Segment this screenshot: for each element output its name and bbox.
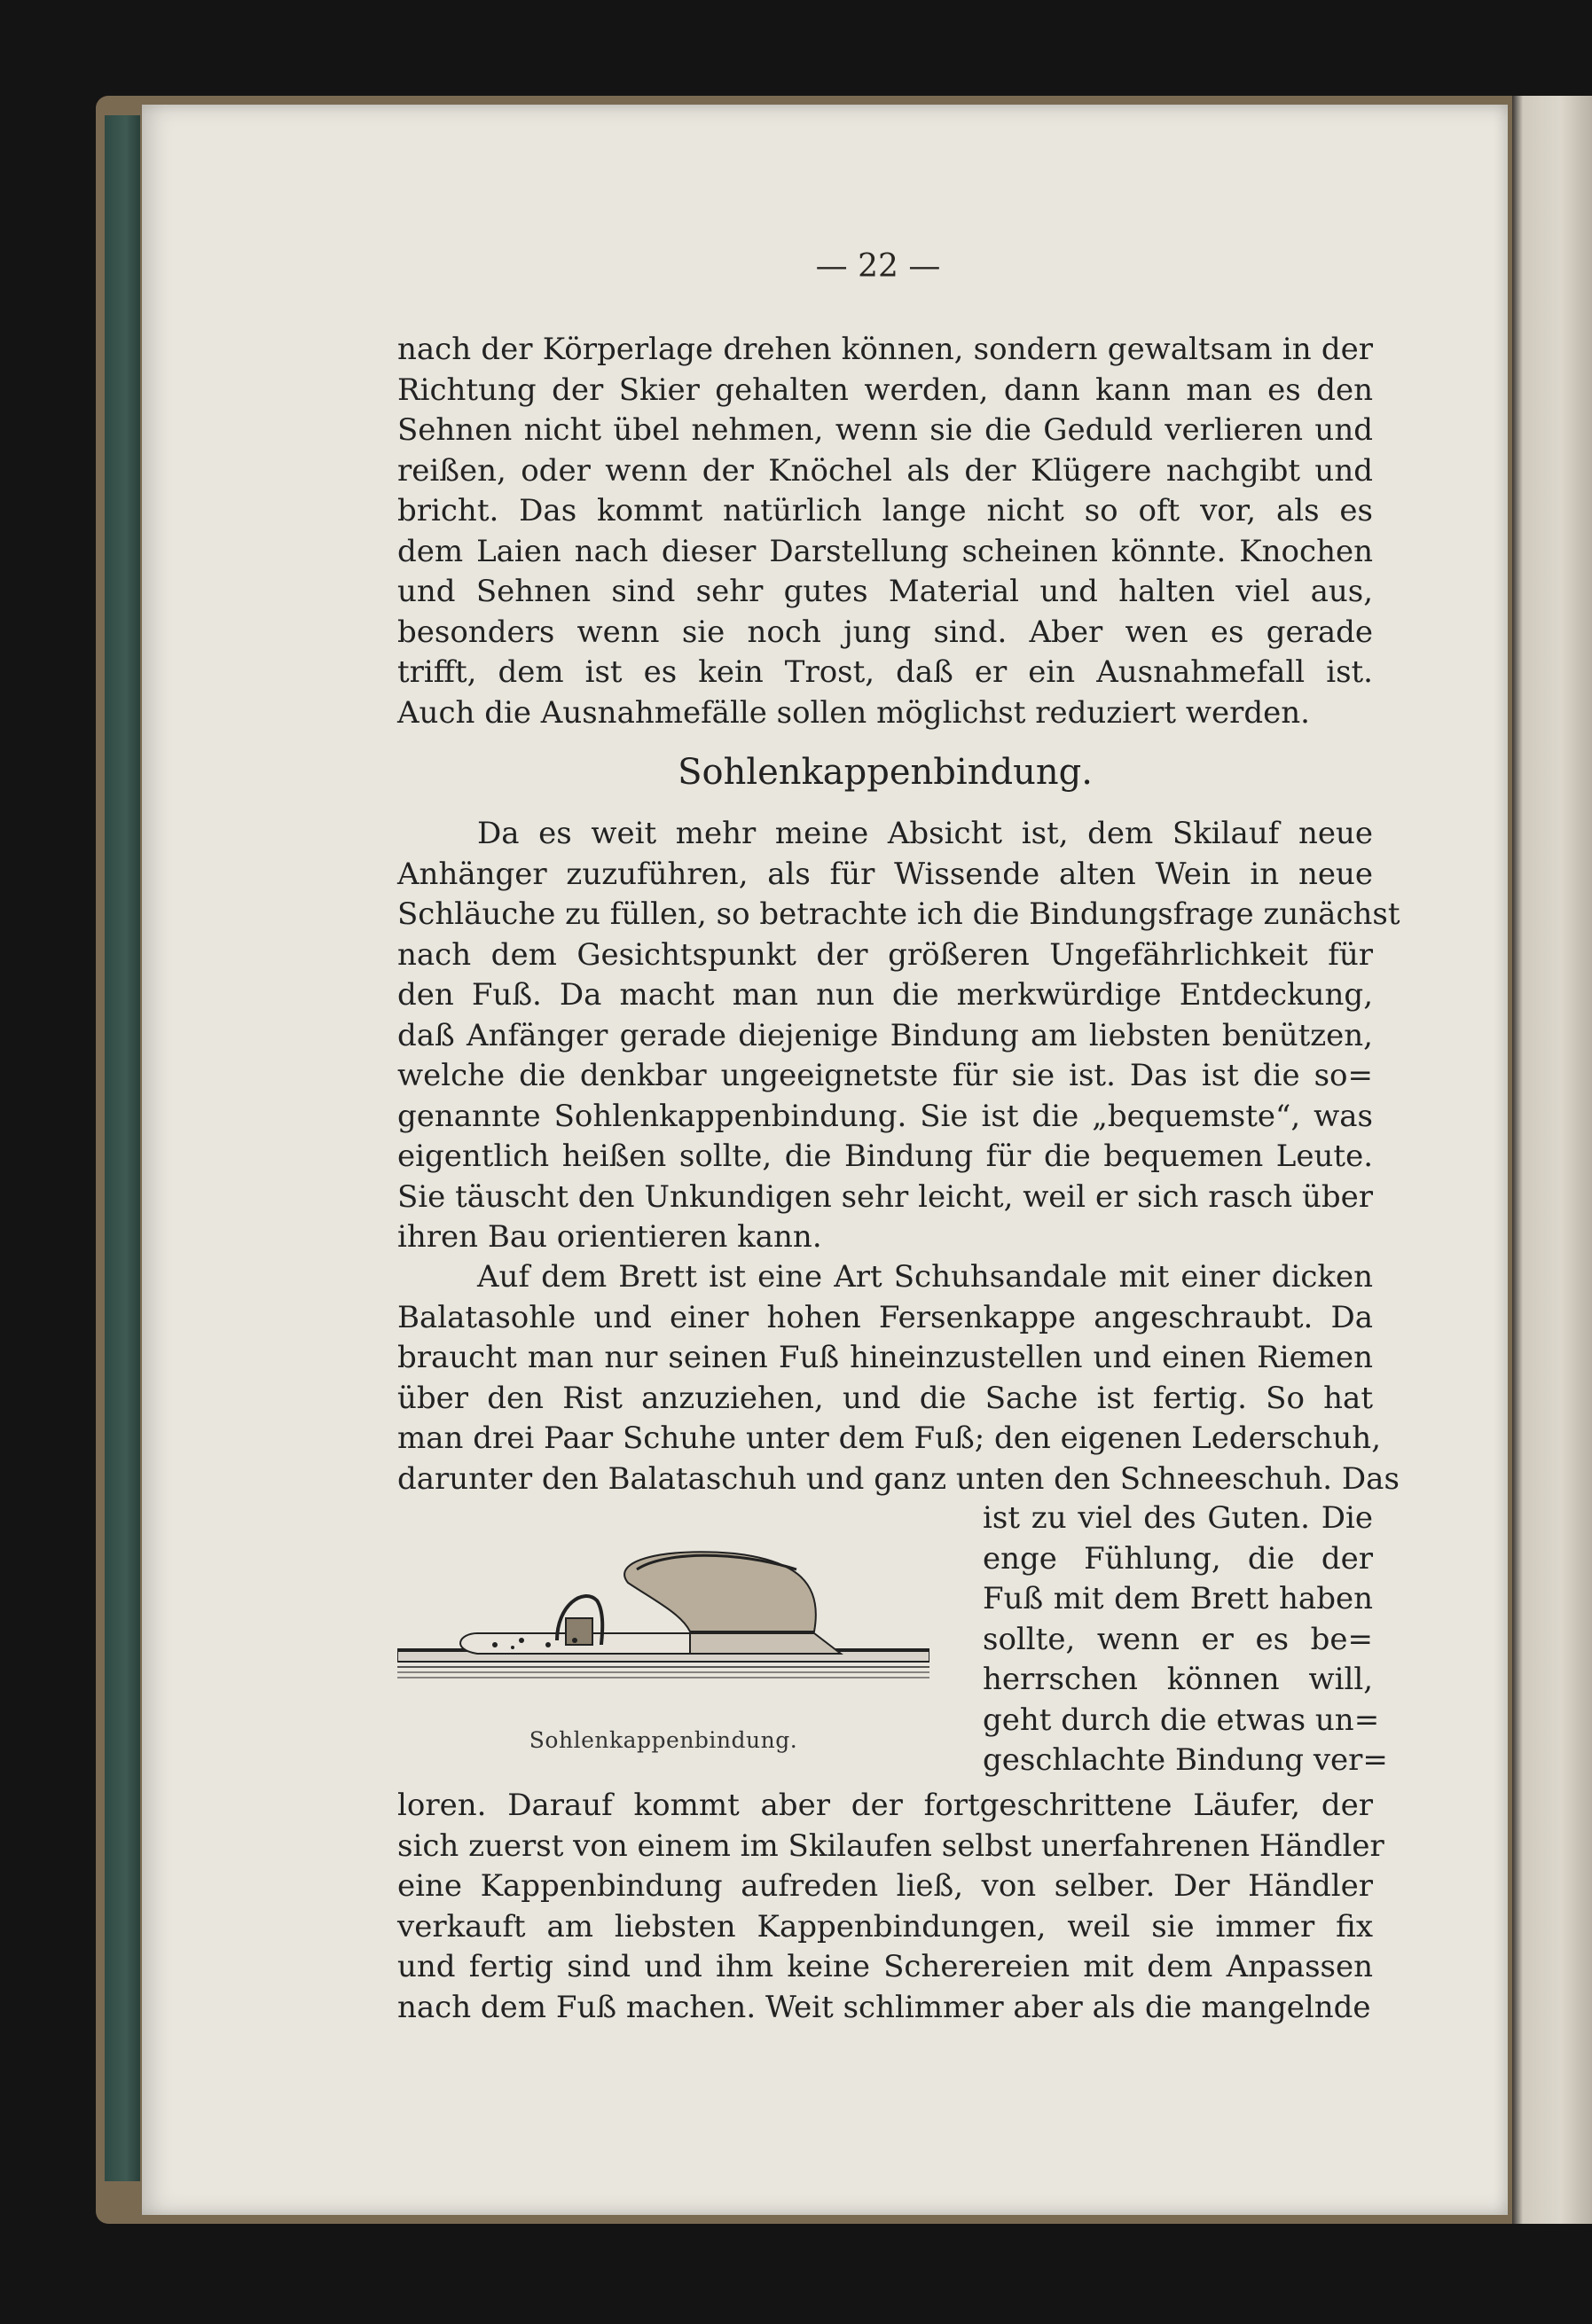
text-line: und fertig sind und ihm keine Scherereien mit dem Anpassen bbox=[397, 1949, 1373, 1984]
text-line: dem Laien nach dieser Darstellung scheinen könnte. Knochen bbox=[397, 533, 1373, 569]
page-number: — 22 — bbox=[815, 248, 941, 285]
text-line: trifft, dem ist es kein Trost, daß er ein Ausnahmefall ist. bbox=[397, 654, 1373, 690]
paragraph-continuation bbox=[397, 330, 1373, 733]
text-line: eine Kappenbindung aufreden ließ, von selber. Der Händler bbox=[397, 1868, 1373, 1904]
text-line: sich zuerst von einem im Skilaufen selbst unerfahrenen Händler bbox=[397, 1827, 1384, 1864]
section-heading: Sohlenkappenbindung. bbox=[678, 752, 1093, 793]
text-line: genannte Sohlenkappenbindung. Sie ist die „bequemste“, was bbox=[397, 1098, 1373, 1134]
text-line: man drei Paar Schuhe unter dem Fuß; den eigenen Lederschuh, bbox=[397, 1420, 1382, 1456]
text-line: sollte, wenn er es be= bbox=[983, 1621, 1373, 1657]
text-line: daß Anfänger gerade diejenige Bindung am liebsten benützen, bbox=[397, 1017, 1373, 1053]
text-line: Richtung der Skier gehalten werden, dann kann man es den bbox=[397, 372, 1373, 408]
text-line: ihren Bau orientieren kann. bbox=[397, 1219, 822, 1255]
text-line: loren. Darauf kommt aber der fortgeschrittene Läufer, der bbox=[397, 1788, 1373, 1823]
text-line: nach dem Fuß machen. Weit schlimmer aber als die mangelnde bbox=[397, 1989, 1371, 2025]
text-line: geht durch die etwas un= bbox=[983, 1702, 1380, 1738]
text-line: Auch die Ausnahmefälle sollen möglichst reduziert werden. bbox=[397, 694, 1310, 731]
text-line: Da es weit mehr meine Absicht ist, dem Skilauf neue bbox=[477, 816, 1373, 851]
spine-cloth bbox=[105, 115, 140, 2181]
text-line: nach dem Gesichtspunkt der größeren Ungefährlichkeit für bbox=[397, 936, 1373, 973]
paragraph-2-continued bbox=[397, 1786, 1384, 2028]
text-line: und Sehnen sind sehr gutes Material und halten viel aus, bbox=[397, 574, 1373, 609]
text-line: nach der Körperlage drehen können, sondern gewaltsam in der bbox=[397, 332, 1373, 367]
figure-caption: Sohlenkappenbindung. bbox=[529, 1727, 798, 1753]
text-line: welche die denkbar ungeeignetste für sie ist. Das ist die so= bbox=[397, 1058, 1373, 1093]
text-line: Auf dem Brett ist eine Art Schuhsandale mit einer dicken bbox=[477, 1259, 1373, 1295]
text-line: über den Rist anzuziehen, und die Sache ist fertig. So hat bbox=[397, 1380, 1373, 1416]
text-line: eigentlich heißen sollte, die Bindung für die bequemen Leute. bbox=[397, 1139, 1373, 1174]
facing-page-edge bbox=[1512, 96, 1592, 2224]
text-line: geschlachte Bindung ver= bbox=[983, 1742, 1388, 1778]
text-line: verkauft am liebsten Kappenbindungen, weil sie immer fix bbox=[397, 1908, 1373, 1944]
paragraph-2-wrap-text bbox=[983, 1498, 1388, 1781]
text-line: darunter den Balataschuh und ganz unten den Schneeschuh. Das bbox=[397, 1460, 1400, 1497]
paragraph-1 bbox=[397, 814, 1400, 1258]
text-line: Sie täuscht den Unkundigen sehr leicht, weil er sich rasch über bbox=[397, 1178, 1373, 1215]
text-line: den Fuß. Da macht man nun die merkwürdige Entdeckung, bbox=[397, 977, 1373, 1013]
paragraph-2 bbox=[397, 1257, 1400, 1499]
text-line: braucht man nur seinen Fuß hineinzustellen und einen Riemen bbox=[397, 1340, 1373, 1375]
text-line: ist zu viel des Guten. Die bbox=[983, 1500, 1373, 1536]
text-line: Sehnen nicht übel nehmen, wenn sie die Geduld verlieren und bbox=[397, 412, 1373, 448]
text-line: Fuß mit dem Brett haben bbox=[983, 1581, 1373, 1616]
text-line: bricht. Das kommt natürlich lange nicht so oft vor, als es bbox=[397, 493, 1373, 528]
text-line: Anhänger zuzuführen, als für Wissende alten Wein in neue bbox=[397, 856, 1373, 892]
text-line: besonders wenn sie noch jung sind. Aber wen es gerade bbox=[397, 614, 1373, 650]
text-line: Schläuche zu füllen, so betrachte ich die Bindungsfrage zunächst bbox=[397, 896, 1400, 932]
text-line: enge Fühlung, die der bbox=[983, 1540, 1373, 1577]
text-line: reißen, oder wenn der Knöchel als der Klügere nachgibt und bbox=[397, 452, 1373, 489]
binding-illustration bbox=[397, 1534, 929, 1711]
text-line: Balatasohle und einer hohen Fersenkappe angeschraubt. Da bbox=[397, 1299, 1373, 1335]
text-line: herrschen können will, bbox=[983, 1662, 1373, 1697]
